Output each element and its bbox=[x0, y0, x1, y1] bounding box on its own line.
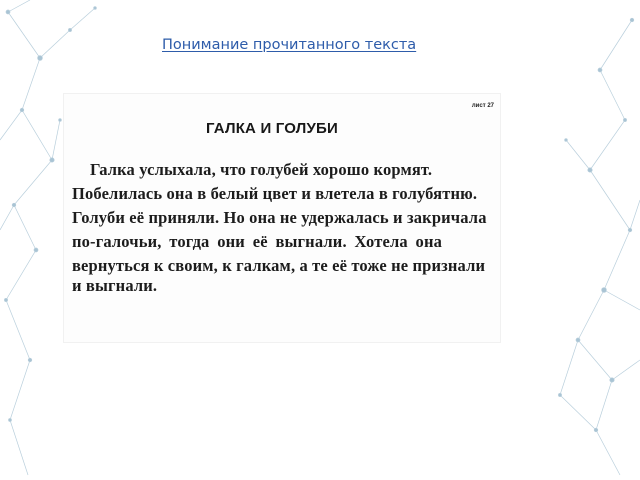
story-line: Галка услыхала, что голубей хорошо кормят. bbox=[90, 160, 433, 179]
story-line: Побелилась она в белый цвет и влетела в голубятню. bbox=[72, 184, 478, 203]
story-line: и выгнали. bbox=[72, 276, 158, 295]
story-line: вернуться к своим, к галкам, а те её тоже не признали bbox=[72, 256, 486, 275]
story-title: ГАЛКА И ГОЛУБИ bbox=[206, 120, 339, 137]
worksheet-image bbox=[64, 94, 500, 342]
slide-title-link[interactable]: Понимание прочитанного текста bbox=[162, 37, 417, 53]
sheet-number: лист 27 bbox=[471, 103, 494, 109]
network-decoration-right bbox=[558, 18, 640, 475]
story-line: Голуби её приняли. Но она не удержалась и закричала bbox=[72, 208, 487, 227]
story-line: по-галочьи, тогда они её выгнали. Хотела она bbox=[72, 232, 443, 251]
